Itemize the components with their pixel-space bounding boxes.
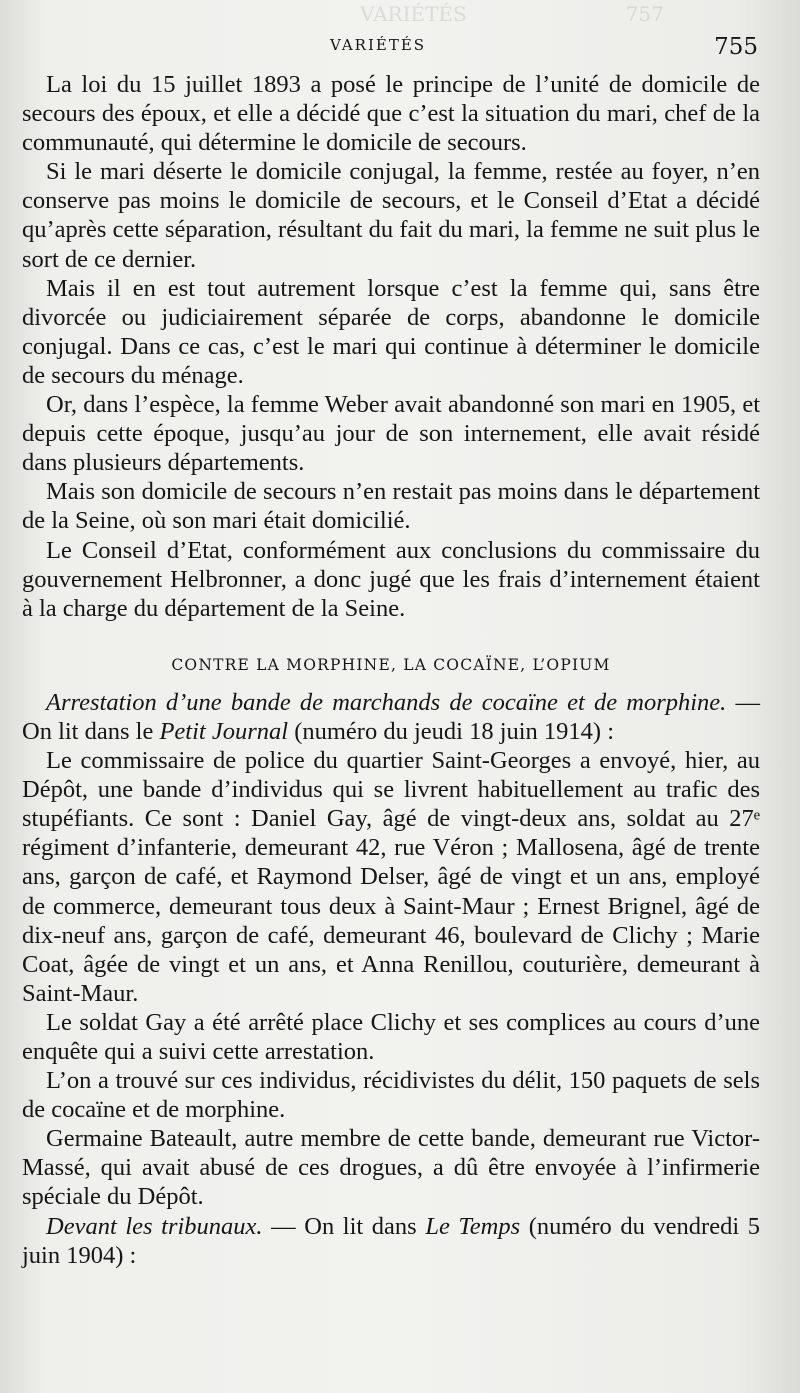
paragraph: L’on a trouvé sur ces individus, récidivistes du délit, 150 paquets de sels de cocaïne et de morphine. (22, 1067, 760, 1124)
paragraph: La loi du 15 juillet 1893 a posé le principe de l’unité de domicile de secours des époux, et elle a décidé que c’est la situation du mari, chef de la communauté, qui détermine le domicile de secours. (22, 71, 760, 157)
lead-source: Petit Journal (159, 717, 289, 745)
paragraph: Le Conseil d’Etat, conformément aux conclusions du commissaire du gouvernement Helbronner, a donc jugé que les frais d’internement étaient à la charge du département de la Seine. (22, 536, 760, 622)
paragraph: Mais son domicile de secours n’en restait pas moins dans le département de la Seine, où son mari était domicilié. (22, 478, 760, 535)
lead-text: — On lit dans le (22, 688, 761, 745)
page-number: 755 (714, 34, 758, 60)
section-title: CONTRE LA MORPHINE, LA COCAÏNE, L’OPIUM (171, 655, 611, 674)
show-through-bleed: VARIÉTÉS 757 (360, 2, 664, 26)
body-text (22, 70, 760, 1270)
paragraph: Le soldat Gay a été arrêté place Clichy et ses complices au cours d’une enquête qui a suivi cette arrestation. (22, 1008, 760, 1065)
paragraph: Or, dans l’espèce, la femme Weber avait abandonné son mari en 1905, et depuis cette époque, jusqu’au jour de son internement, elle avait résidé dans plusieurs départements. (22, 391, 760, 477)
paragraph: Le commissaire de police du quartier Saint-Georges a envoyé, hier, au Dépôt, une bande d’individus qui se livrent habituellement au trafic des stupéfiants. Ce sont : Daniel Gay, âgé de vingt-deux ans, soldat au 27ᵉ régiment d’infanterie, demeurant 42, rue Véron ; Mallosena, âgé de trente ans, garçon de café, et Raymond Delser, âgé de vingt et un ans, employé de commerce, demeurant tous deux à Saint-Maur ; Ernest Brignel, âgé de dix-neuf ans, garçon de café, demeurant 46, boulevard de Clichy ; Marie Coat, âgée de vingt et un ans, et Anna Renillou, couturière, demeurant à Saint-Maur. (22, 747, 760, 1007)
paragraph: Germaine Bateault, autre membre de cette bande, demeurant rue Victor-Massé, qui avait abusé de ces drogues, a dû être envoyée à l’infirmerie spéciale du Dépôt. (22, 1125, 760, 1211)
final-text-end: (numéro du vendredi 5 juin 1904) : (22, 1212, 760, 1269)
final-text: — On lit dans (262, 1212, 426, 1240)
lead-italic: Arrestation d’une bande de marchands de cocaïne et de morphine. (46, 688, 727, 716)
final-italic: Devant les tribunaux. (46, 1212, 263, 1240)
paragraph: Mais il en est tout autrement lorsque c’est la femme qui, sans être divorcée ou judiciairement séparée de corps, abandonne le domicile conjugal. Dans ce cas, c’est le mari qui continue à déterminer le domicile de secours du ménage. (22, 274, 760, 389)
final-source: Le Temps (425, 1212, 521, 1240)
running-title: VARIÉTÉS (330, 36, 427, 54)
paragraph: Si le mari déserte le domicile conjugal, la femme, restée au foyer, n’en conserve pas moins le domicile de secours, et le Conseil d’Etat a décidé qu’après cette séparation, résultant du fait du mari, la femme ne suit plus le sort de ce dernier. (22, 158, 760, 273)
final-lead (22, 1212, 760, 1270)
lead-text-end: (numéro du jeudi 18 juin 1914) : (288, 717, 615, 745)
section-lead (22, 688, 760, 746)
